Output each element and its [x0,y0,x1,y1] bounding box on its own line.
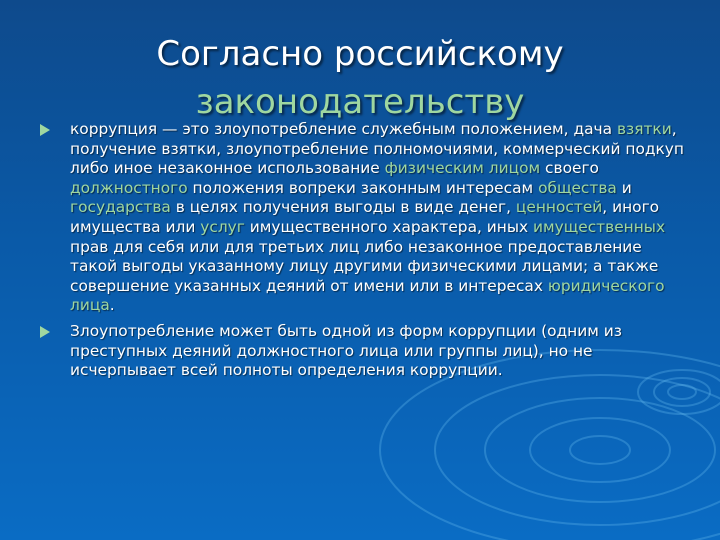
text-segment: своего [540,159,599,178]
bullet-item [40,120,690,316]
bullet-list [40,120,690,387]
text-segment: прав для себя или для третьих лиц либо незаконное предоставление такой выгоды указанному лицу другими физическими лицами; а также совершение указанных деяний от имени или в интересах [70,237,659,295]
triangle-bullet-icon [40,124,50,136]
bullet-text [70,120,684,314]
highlighted-term: взятки [616,120,672,138]
highlighted-term: физическим лицом [384,159,541,178]
title-line-1: Согласно российскому [156,34,564,74]
slide-title [0,30,720,126]
text-segment: , иного имущества или [70,198,660,236]
highlighted-term: юридического лица [70,276,665,315]
highlighted-term: должностного [70,178,188,197]
highlighted-term: общества [538,178,617,197]
bullet-text [70,322,622,379]
text-segment: , получение взятки, злоупотребление полномочиями, коммерческий подкуп либо иное незаконное использование [70,120,684,178]
title-line-2: законодательству [195,82,525,122]
text-segment: и [616,178,632,197]
bullet-item [40,322,690,381]
highlighted-term: государства [70,198,171,217]
text-segment: положения вопреки законным интересам [187,178,539,197]
highlighted-term: ценностей [515,198,603,217]
text-segment: . [109,296,115,315]
text-segment: коррупция — это злоупотребление служебным положением, дача [70,120,617,138]
triangle-bullet-icon [40,326,50,338]
text-segment: в целях получения выгоды в виде денег, [170,198,516,217]
text-segment: имущественного характера, иных [244,217,534,236]
text-segment: Злоупотребление может быть одной из форм коррупции (одним из преступных деяний должностного лица или группы лиц), но не исчерпывает всей полноты определения коррупции. [70,321,622,380]
highlighted-term: услуг [200,217,245,236]
highlighted-term: имущественных [533,217,666,236]
